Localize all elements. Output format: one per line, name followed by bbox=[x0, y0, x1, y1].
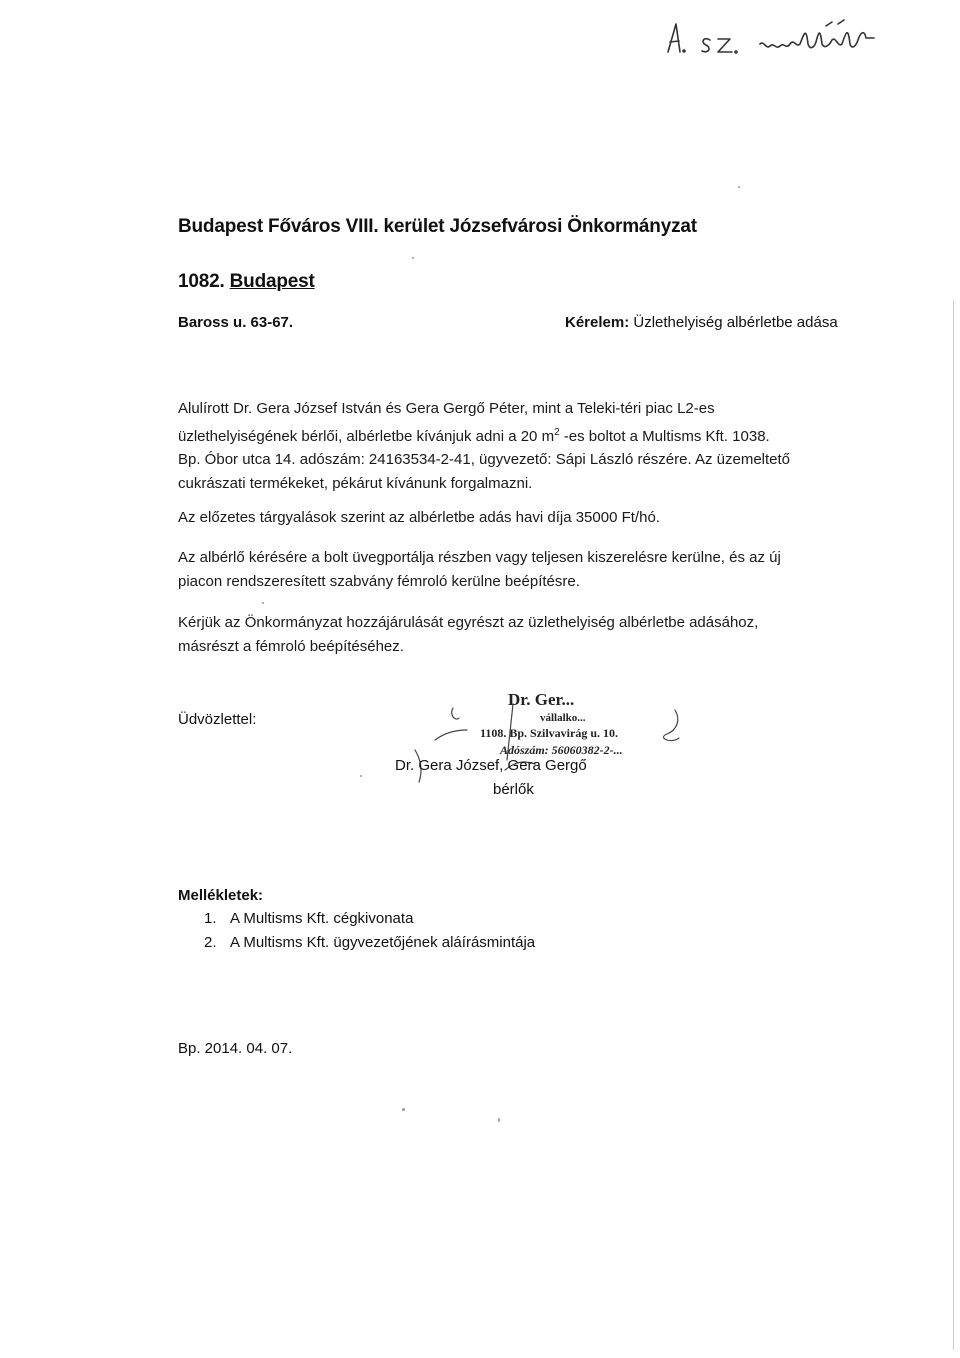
scan-speck bbox=[498, 1118, 500, 1122]
handwritten-annotation bbox=[660, 14, 910, 64]
scan-speck bbox=[262, 602, 264, 604]
attachment-text: A Multisms Kft. ügyvezetőjének aláírásmintája bbox=[230, 934, 536, 951]
signature-scribble bbox=[395, 700, 725, 800]
scan-speck bbox=[738, 186, 740, 188]
signatories: Dr. Gera József, Gera Gergő bbox=[395, 757, 587, 774]
text-segment: üzlethelyiségének bérlői, albérletbe kívánjuk adni a 20 m bbox=[178, 427, 555, 445]
paragraph-shutter bbox=[178, 546, 838, 593]
paragraph-request bbox=[178, 397, 838, 495]
text-line: Az albérlő kérésére a bolt üvegportálja részben vagy teljesen kiszerelésre kerülne, és az új bbox=[178, 549, 781, 566]
superscript: 2 bbox=[554, 426, 560, 438]
stamp-line: Adószám: 56060382-2-... bbox=[500, 743, 623, 757]
paragraph-fee bbox=[178, 506, 838, 530]
recipient-postal-city bbox=[178, 271, 315, 293]
signatories-role: bérlők bbox=[493, 781, 534, 798]
document-date: Bp. 2014. 04. 07. bbox=[178, 1040, 293, 1057]
attachment-item bbox=[204, 907, 535, 931]
stamp-line: Dr. Ger... bbox=[508, 690, 575, 709]
scan-speck bbox=[360, 775, 362, 777]
text-segment: -es boltot a Multisms Kft. 1038. bbox=[559, 427, 770, 445]
text-line: Az előzetes tárgyalások szerint az albérletbe adás havi díja 35000 Ft/hó. bbox=[178, 509, 660, 526]
text-line: cukrászati termékeket, pékárut kívánunk forgalmazni. bbox=[178, 474, 533, 492]
recipient-org: Budapest Főváros VIII. kerület Józsefvárosi Önkormányzat bbox=[178, 216, 697, 237]
text-line: Alulírott Dr. Gera József István és Gera Gergő Péter, mint a Teleki-téri piac L2-es bbox=[178, 400, 715, 417]
scan-edge bbox=[953, 300, 954, 1350]
attachment-number: 1. bbox=[204, 910, 217, 927]
attachments-title: Mellékletek: bbox=[178, 887, 264, 904]
text-line: másrészt a fémroló beépítéséhez. bbox=[178, 637, 404, 655]
attachments-list bbox=[204, 907, 535, 955]
scan-speck bbox=[402, 1108, 405, 1111]
subject-line bbox=[565, 314, 838, 331]
recipient-street: Baross u. 63-67. bbox=[178, 314, 294, 331]
stamp-line: vállalko... bbox=[540, 712, 586, 724]
attachment-number: 2. bbox=[204, 934, 217, 951]
text-line: Bp. Óbor utca 14. adószám: 24163534-2-41, ügyvezető: Sápi László részére. Az üzemeltető bbox=[178, 451, 791, 468]
text-line bbox=[178, 421, 838, 449]
greeting: Üdvözlettel: bbox=[178, 711, 257, 728]
subject-label: Kérelem: bbox=[565, 314, 630, 331]
paragraph-consent bbox=[178, 611, 838, 658]
attachment-text: A Multisms Kft. cégkivonata bbox=[230, 910, 414, 927]
attachment-item bbox=[204, 931, 535, 955]
scan-speck bbox=[412, 257, 414, 259]
subject-text: Üzlethelyiség albérletbe adása bbox=[633, 314, 838, 331]
text-line: Kérjük az Önkormányzat hozzájárulását egyrészt az üzlethelyiség albérletbe adásához, bbox=[178, 614, 759, 631]
city: Budapest bbox=[229, 271, 315, 292]
postal-code: 1082. bbox=[178, 271, 225, 292]
text-line: piacon rendszeresített szabvány fémroló kerülne beépítésre. bbox=[178, 572, 580, 590]
stamp-line: 1108. Bp. Szilvavirág u. 10. bbox=[480, 726, 619, 740]
